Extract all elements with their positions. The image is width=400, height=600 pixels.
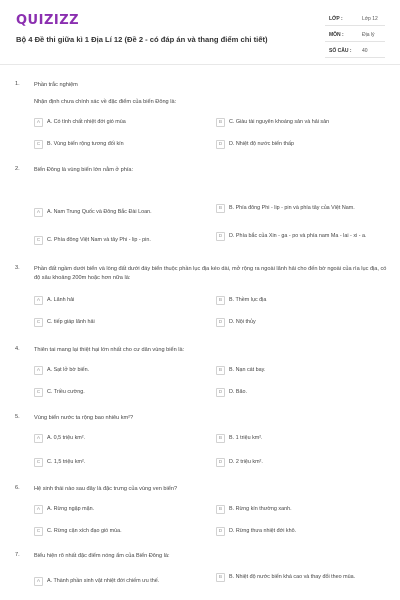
- option-d[interactable]: [216, 527, 374, 536]
- option-letter-box: D: [216, 232, 225, 241]
- option-b[interactable]: [216, 296, 374, 305]
- option-text: B. Thềm lục địa: [229, 297, 267, 303]
- option-text: C. Triều cường.: [47, 389, 85, 395]
- option-text: B. Phía đông Phi - lip - pin và phía tây của Việt Nam.: [229, 205, 355, 211]
- question-text: Thiên tai mang lại thiệt hại lớn nhất cho cư dân vùng biển là:: [34, 347, 185, 353]
- option-d[interactable]: [216, 318, 374, 327]
- option-text: A. Nam Trung Quốc và Đông Bắc Đài Loan.: [47, 209, 152, 215]
- option-a[interactable]: [34, 505, 192, 514]
- option-letter-box: A: [34, 296, 43, 305]
- option-d[interactable]: [216, 458, 374, 467]
- option-letter-box: A: [34, 505, 43, 514]
- header-divider: [0, 64, 400, 65]
- option-a[interactable]: [34, 577, 192, 586]
- option-text: D. 2 triệu km².: [229, 459, 263, 465]
- option-text: A. Rừng ngập mặn.: [47, 506, 95, 512]
- option-a[interactable]: [34, 208, 192, 217]
- option-text: D. Phía bắc của Xin - ga - po và phía nam Ma - lai - xi - a.: [229, 233, 367, 239]
- option-letter-box: D: [216, 318, 225, 327]
- meta-value: Địa lý: [362, 31, 375, 38]
- option-text: D. Bão.: [229, 389, 247, 395]
- meta-value: Lớp 12: [362, 15, 378, 22]
- option-text: A. Sạt lở bờ biển.: [47, 367, 90, 373]
- option-letter-box: C: [34, 140, 43, 149]
- option-b[interactable]: [216, 204, 374, 213]
- question-number: 3.: [15, 265, 20, 271]
- option-text: C. tiếp giáp lãnh hải: [47, 319, 95, 325]
- option-letter-box: A: [34, 434, 43, 443]
- option-text: D. Nội thủy: [229, 319, 256, 325]
- meta-label: LỚP :: [329, 15, 343, 22]
- question-text: Hệ sinh thái nào sau đây là đặc trưng của vùng ven biển?: [34, 486, 178, 492]
- option-text: A. 0,5 triệu km².: [47, 435, 86, 441]
- question-text: Phần trắc nghiệm: [34, 82, 78, 88]
- option-letter-box: A: [34, 208, 43, 217]
- option-letter-box: B: [216, 204, 225, 213]
- option-text: B. Rừng kín thường xanh.: [229, 506, 292, 512]
- option-a[interactable]: [34, 366, 192, 375]
- option-a[interactable]: [34, 434, 192, 443]
- option-d[interactable]: [216, 140, 374, 149]
- meta-row-class: [325, 12, 385, 26]
- meta-row-subject: [325, 28, 385, 42]
- option-text: B. 1 triệu km².: [229, 435, 263, 441]
- question-text: Phần đất ngầm dưới biển và lòng đất dưới đáy biển thuộc phần lục địa kéo dài, mở rộng ra ngoài lãnh hải cho đến bờ ngoài của rìa lục địa, có độ sâu khoảng 200m hoặc hơn nữa là:: [34, 266, 387, 281]
- option-text: A. Thành phần sinh vật nhiệt đới chiếm ưu thế.: [47, 578, 160, 584]
- option-b[interactable]: [216, 573, 374, 582]
- option-c[interactable]: [34, 140, 192, 149]
- option-text: D. Rừng thưa nhiệt đới khô.: [229, 528, 297, 534]
- question-number: 6.: [15, 485, 20, 491]
- question-subtext: Nhận định chưa chính xác về đặc điểm của biển Đông là:: [34, 99, 177, 105]
- option-letter-box: A: [34, 118, 43, 127]
- option-c[interactable]: [34, 388, 192, 397]
- meta-label: MÔN :: [329, 31, 344, 38]
- option-c[interactable]: [34, 458, 192, 467]
- option-letter-box: B: [216, 573, 225, 582]
- question-number: 4.: [15, 346, 20, 352]
- option-text: D. Nhiệt độ nước biển thấp: [229, 141, 294, 147]
- option-a[interactable]: [34, 118, 192, 127]
- option-letter-box: B: [216, 118, 225, 127]
- question-number: 1.: [15, 81, 20, 87]
- option-b[interactable]: [216, 366, 374, 375]
- option-c[interactable]: [34, 527, 192, 536]
- option-b[interactable]: [216, 434, 374, 443]
- option-text: B. Nạn cát bay.: [229, 367, 266, 373]
- option-c[interactable]: [34, 318, 192, 327]
- option-letter-box: C: [34, 458, 43, 467]
- option-text: A. Có tính chất nhiệt đới gió mùa: [47, 119, 126, 125]
- meta-value: 40: [362, 47, 368, 54]
- option-b[interactable]: [216, 505, 374, 514]
- document-header: [0, 0, 400, 62]
- meta-table: [325, 12, 385, 60]
- meta-label: SỐ CÂU :: [329, 47, 352, 54]
- option-letter-box: B: [216, 296, 225, 305]
- question-text: Biển Đông là vùng biển lớn nằm ở phía:: [34, 167, 134, 173]
- option-b[interactable]: [216, 118, 374, 127]
- option-letter-box: B: [216, 366, 225, 375]
- option-text: A. Lãnh hải: [47, 297, 75, 303]
- option-text: C. Phía đông Việt Nam và tây Phi - lip - pin.: [47, 237, 151, 243]
- option-letter-box: D: [216, 388, 225, 397]
- option-letter-box: C: [34, 236, 43, 245]
- option-text: C. 1,5 triệu km².: [47, 459, 86, 465]
- option-letter-box: D: [216, 140, 225, 149]
- option-letter-box: A: [34, 577, 43, 586]
- option-letter-box: D: [216, 458, 225, 467]
- option-text: C. Rừng cận xích đạo gió mùa.: [47, 528, 122, 534]
- option-text: B. Nhiệt độ nước biển khá cao và thay đổi theo mùa.: [229, 574, 356, 580]
- option-c[interactable]: [34, 236, 192, 245]
- question-number: 5.: [15, 414, 20, 420]
- option-letter-box: A: [34, 366, 43, 375]
- option-letter-box: B: [216, 434, 225, 443]
- option-letter-box: C: [34, 318, 43, 327]
- option-d[interactable]: [216, 232, 374, 241]
- option-letter-box: C: [34, 527, 43, 536]
- option-letter-box: C: [34, 388, 43, 397]
- option-a[interactable]: [34, 296, 192, 305]
- document-title: Bộ 4 Đề thi giữa kì 1 Địa Lí 12 (Đề 2 - có đáp án và thang điểm chi tiết): [16, 35, 268, 44]
- question-text: Vùng biển nước ta rộng bao nhiêu km²?: [34, 415, 134, 421]
- meta-row-count: [325, 44, 385, 58]
- question-text: Biểu hiện rõ nhất đặc điểm nóng ẩm của Biển Đông là:: [34, 553, 170, 559]
- quizizz-logo: QUIZIZZ: [16, 13, 80, 28]
- option-letter-box: D: [216, 527, 225, 536]
- question-number: 7.: [15, 552, 20, 558]
- question-number: 2.: [15, 166, 20, 172]
- option-d[interactable]: [216, 388, 374, 397]
- option-letter-box: B: [216, 505, 225, 514]
- option-text: C. Giàu tài nguyên khoáng sản và hải sản: [229, 119, 330, 125]
- option-text: B. Vùng biển rộng tương đối kín: [47, 141, 124, 147]
